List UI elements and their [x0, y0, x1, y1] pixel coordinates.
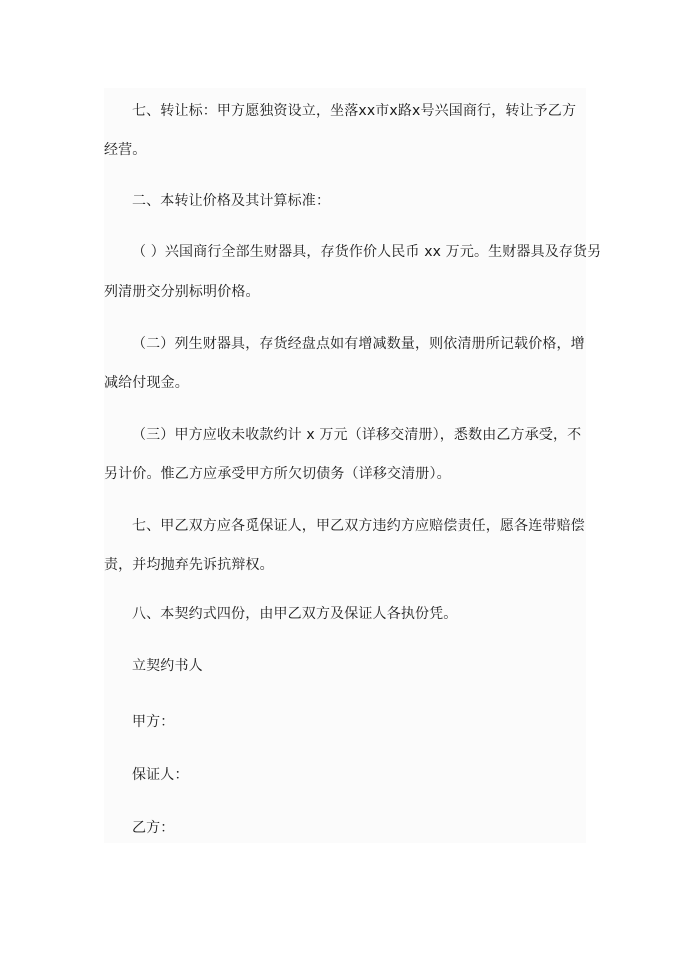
paragraph-line: 责，并均抛弃先诉抗辩权。	[104, 557, 274, 573]
paragraph-line: 二、本转让价格及其计算标准：	[132, 193, 331, 209]
paragraph-line: 八、本契约式四份，由甲乙双方及保证人各执份凭。	[132, 606, 458, 622]
paragraph-line: （二）列生财器具，存货经盘点如有增减数量，则依清册所记载价格，增	[132, 336, 585, 352]
paragraph-line: 七、甲乙双方应各觅保证人，甲乙双方违约方应赔偿责任，愿各连带赔偿	[132, 518, 585, 534]
paragraph-line: 七、转让标：甲方愿独资设立，坐落xx市x路x号兴国商行，转让予乙方	[132, 103, 577, 119]
signature-heading-text: 立契约书人	[132, 658, 203, 674]
paragraph-line: （三）甲方应收未收款约计 x 万元（详移交清册），悉数由乙方承受，不	[132, 427, 582, 443]
paragraph-line: 减给付现金。	[104, 375, 189, 391]
paragraph-line: 列清册交分别标明价格。	[104, 284, 260, 300]
party-b-label: 乙方：	[132, 820, 175, 836]
paragraph-line: 另计价。惟乙方应承受甲方所欠切债务（详移交清册）。	[104, 466, 451, 482]
party-a-label: 甲方：	[132, 714, 175, 730]
guarantor-label: 保证人：	[132, 767, 189, 783]
paragraph-line: 经营。	[104, 142, 147, 158]
paragraph-line: （ ）兴国商行全部生财器具，存货作价人民币 xx 万元。生财器具及存货另	[132, 244, 602, 260]
